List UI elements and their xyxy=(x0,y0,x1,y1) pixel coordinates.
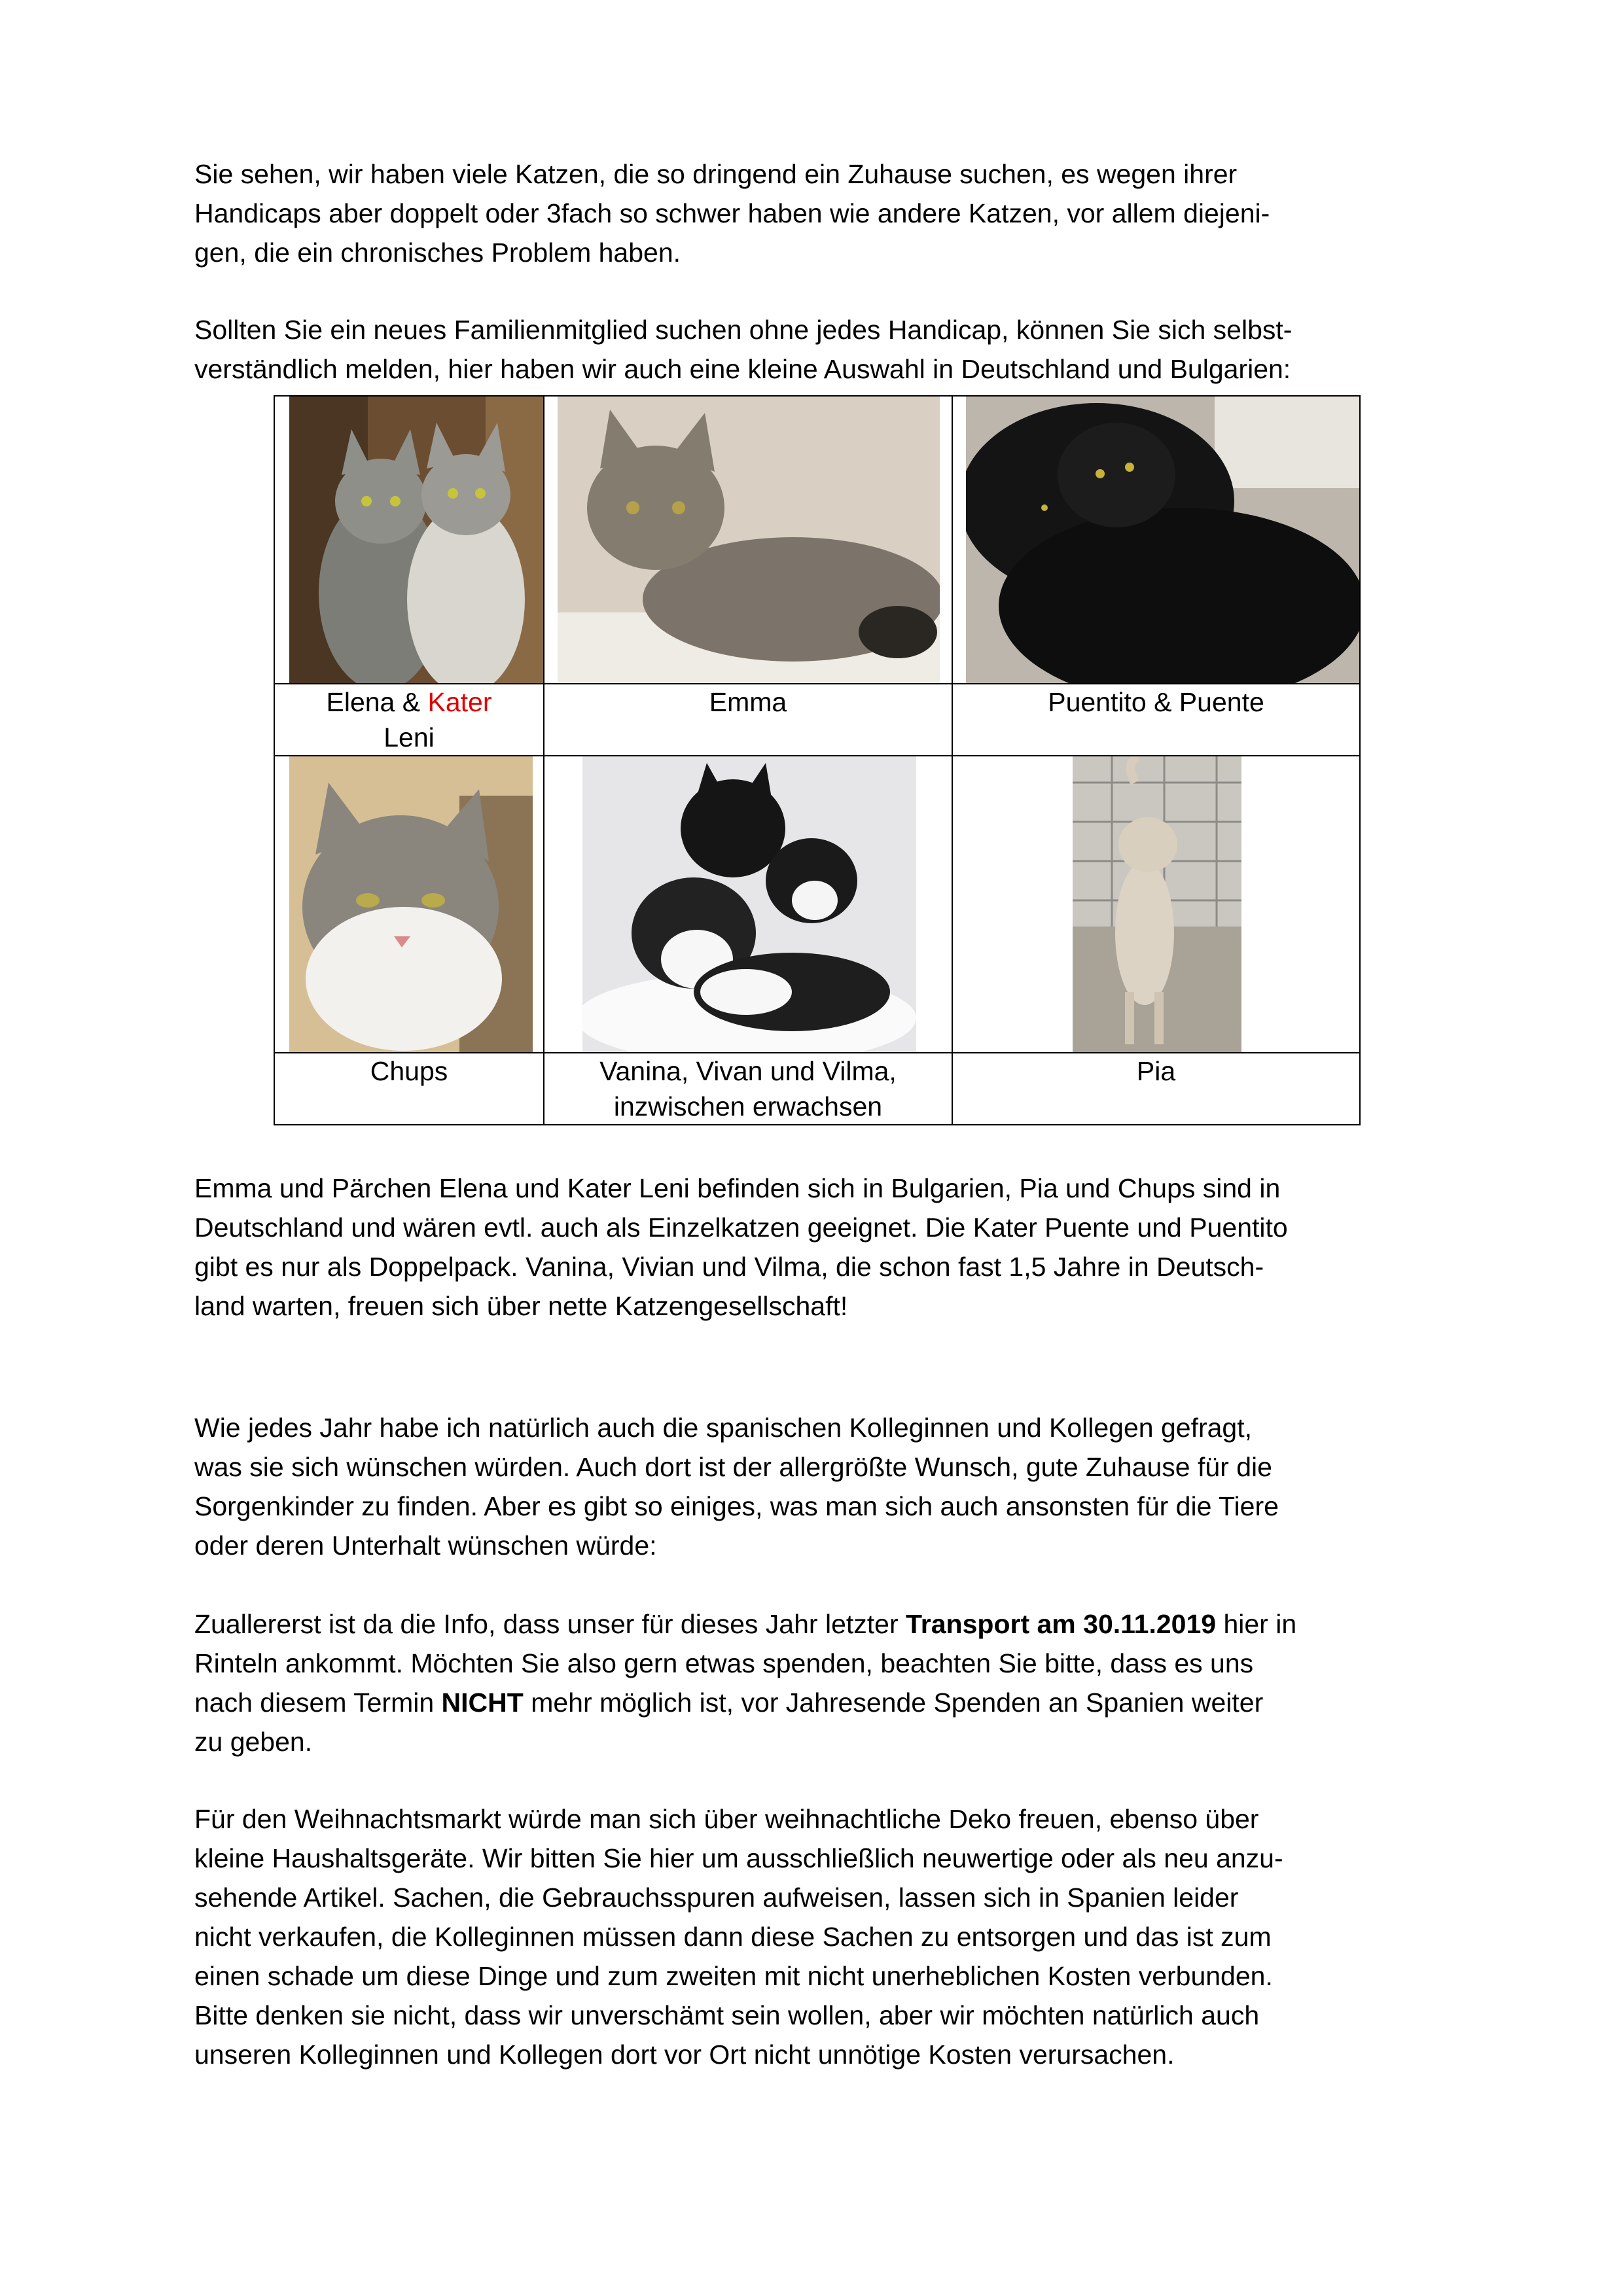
caption-leni-text: Leni xyxy=(383,722,435,752)
offer-line: verständlich melden, hier haben wir auch eine kleine Auswahl in Deutschland und Bulgarien: xyxy=(194,354,1291,384)
caption-elena-leni xyxy=(274,684,544,756)
spain-line: oder deren Unterhalt wünschen würde: xyxy=(194,1530,657,1561)
transport-line-1 xyxy=(194,1604,1457,1644)
intro-line: Sie sehen, wir haben viele Katzen, die so dringend ein Zuhause suchen, es wegen ihrer xyxy=(194,159,1238,189)
photo-puentito-puente xyxy=(966,397,1359,683)
caption-vanina-line1: Vanina, Vivan und Vilma, xyxy=(599,1056,897,1086)
status-line: Emma und Pärchen Elena und Kater Leni befinden sich in Bulgarien, Pia und Chups sind in xyxy=(194,1173,1281,1203)
transport-paragraph xyxy=(194,1604,1457,1761)
market-paragraph xyxy=(194,1799,1457,2074)
photo-elena-leni xyxy=(289,397,543,683)
photo-chups xyxy=(289,756,533,1052)
caption-elena-text: Elena & xyxy=(326,687,428,717)
spain-line: Sorgenkinder zu finden. Aber es gibt so einiges, was man sich auch ansonsten für die Tiere xyxy=(194,1491,1279,1521)
cell-photo-pia xyxy=(952,756,1360,1053)
transport-l3-pre: nach diesem Termin xyxy=(194,1687,442,1718)
photo-pia xyxy=(1073,756,1241,1052)
photo-emma xyxy=(558,397,940,683)
market-line: unseren Kolleginnen und Kollegen dort vor Ort nicht unnötige Kosten verursachen. xyxy=(194,2040,1175,2070)
caption-row-1 xyxy=(274,684,1360,756)
caption-emma: Emma xyxy=(544,684,952,756)
cell-photo-puentito-puente xyxy=(952,396,1360,684)
transport-l1-pre: Zuallererst ist da die Info, dass unser für dieses Jahr letzter xyxy=(194,1609,906,1639)
market-line: sehende Artikel. Sachen, die Gebrauchsspuren aufweisen, lassen sich in Spanien leider xyxy=(194,1882,1239,1913)
transport-nicht-bold: NICHT xyxy=(441,1687,524,1718)
intro-paragraph xyxy=(194,154,1457,272)
transport-line-3 xyxy=(194,1683,1457,1722)
spain-line: Wie jedes Jahr habe ich natürlich auch die spanischen Kolleginnen und Kollegen gefragt, xyxy=(194,1413,1253,1443)
photo-row-2 xyxy=(274,756,1360,1053)
photo-vanina-vivan-vilma xyxy=(582,756,916,1052)
offer-line: Sollten Sie ein neues Familienmitglied suchen ohne jedes Handicap, können Sie sich selbst- xyxy=(194,315,1293,345)
market-line: einen schade um diese Dinge und zum zweiten mit nicht unerheblichen Kosten verbunden. xyxy=(194,1961,1273,1991)
cell-photo-elena-leni xyxy=(274,396,544,684)
transport-l1-post: hier in xyxy=(1216,1609,1297,1639)
transport-date-bold: Transport am 30.11.2019 xyxy=(906,1609,1217,1639)
cats-table xyxy=(274,395,1361,1125)
status-line: gibt es nur als Doppelpack. Vanina, Vivian und Vilma, die schon fast 1,5 Jahre in Deutsch- xyxy=(194,1252,1264,1282)
caption-vanina-line2: inzwischen erwachsen xyxy=(613,1091,883,1122)
intro-line: gen, die ein chronisches Problem haben. xyxy=(194,238,681,268)
caption-vanina-vivan-vilma xyxy=(544,1053,952,1125)
caption-row-2 xyxy=(274,1053,1360,1125)
caption-chups: Chups xyxy=(274,1053,544,1125)
transport-l3-post: mehr möglich ist, vor Jahresende Spenden an Spanien weiter xyxy=(523,1687,1264,1718)
status-line: Deutschland und wären evtl. auch als Einzelkatzen geeignet. Die Kater Puente und Puentito xyxy=(194,1212,1288,1243)
status-line: land warten, freuen sich über nette Katzengesellschaft! xyxy=(194,1291,848,1321)
spain-paragraph xyxy=(194,1408,1457,1565)
caption-pia: Pia xyxy=(952,1053,1360,1125)
market-line: Bitte denken sie nicht, dass wir unverschämt sein wollen, aber wir möchten natürlich auch xyxy=(194,2000,1260,2030)
photo-row xyxy=(274,396,1360,684)
offer-paragraph xyxy=(194,310,1457,389)
cell-photo-chups xyxy=(274,756,544,1053)
transport-line-4: zu geben. xyxy=(194,1727,313,1757)
caption-kater-red: Kater xyxy=(427,687,492,717)
market-line: kleine Haushaltsgeräte. Wir bitten Sie hier um ausschließlich neuwertige oder als neu anzu- xyxy=(194,1843,1283,1873)
cell-photo-vanina-vivan-vilma xyxy=(544,756,952,1053)
caption-puentito-puente: Puentito & Puente xyxy=(952,684,1360,756)
market-line: Für den Weihnachtsmarkt würde man sich über weihnachtliche Deko freuen, ebenso über xyxy=(194,1804,1259,1834)
transport-line-2: Rinteln ankommt. Möchten Sie also gern etwas spenden, beachten Sie bitte, dass es uns xyxy=(194,1648,1254,1678)
spain-line: was sie sich wünschen würden. Auch dort ist der allergrößte Wunsch, gute Zuhause für die xyxy=(194,1452,1272,1482)
status-paragraph xyxy=(194,1169,1457,1326)
cell-photo-emma xyxy=(544,396,952,684)
market-line: nicht verkaufen, die Kolleginnen müssen dann diese Sachen zu entsorgen und das ist zum xyxy=(194,1922,1272,1952)
intro-line: Handicaps aber doppelt oder 3fach so schwer haben wie andere Katzen, vor allem diejeni- xyxy=(194,198,1270,228)
